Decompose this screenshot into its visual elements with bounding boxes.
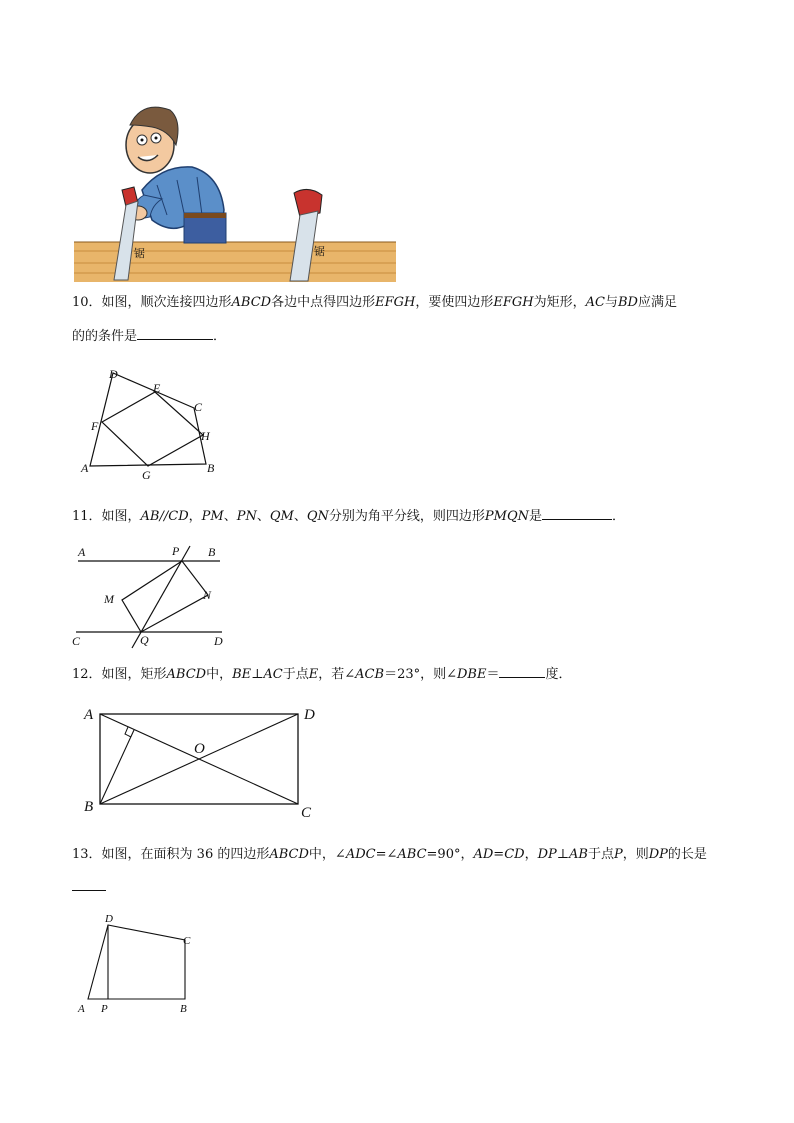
q13-line xyxy=(72,845,707,865)
q10-var: EFGH xyxy=(375,295,416,310)
q12-text: ⊥ xyxy=(251,667,264,682)
quad-pmqn xyxy=(122,561,208,632)
q11-var: PMQN xyxy=(484,509,529,524)
q13-text: 的长是 xyxy=(667,847,707,862)
q11-text: 、 xyxy=(293,509,307,524)
q13-text: 13．如图，在面积为 36 的四边形 xyxy=(72,847,270,862)
q13-figure xyxy=(72,908,202,1018)
label-d: D xyxy=(214,634,223,648)
q13-var: P xyxy=(613,847,623,862)
q10-var: AC xyxy=(585,295,605,310)
q12-text: 度． xyxy=(545,667,572,682)
label-f: F xyxy=(91,419,99,433)
label-a: A xyxy=(84,707,94,723)
q10-text: 10．如图，顺次连接四边形 xyxy=(72,295,232,310)
quad-efgh xyxy=(102,392,203,466)
q12-var: ABCD xyxy=(166,667,207,682)
label-b: B xyxy=(84,799,94,815)
q12-var: BE xyxy=(232,667,252,682)
q12-text: 中， xyxy=(206,667,233,682)
label-d: D xyxy=(105,913,113,925)
q12-var: DBE xyxy=(457,667,487,682)
q12-text: 于点 xyxy=(282,667,309,682)
q13-text: 中，∠ xyxy=(308,847,346,862)
q13-text: =90°， xyxy=(426,847,474,862)
label-q: Q xyxy=(140,633,149,647)
q11-var: AB//CD xyxy=(140,509,189,524)
q13-text: = xyxy=(493,847,505,862)
label-h: H xyxy=(201,429,210,443)
q10-line2 xyxy=(72,325,226,347)
q12-text: ＝ xyxy=(486,667,500,682)
q10-var: EFGH xyxy=(493,295,534,310)
q13-var: AB xyxy=(568,847,588,862)
q12-text: ＝23°，则∠ xyxy=(384,667,457,682)
q11-var: PN xyxy=(236,509,257,524)
label-e: E xyxy=(153,381,161,395)
q13-text: ， xyxy=(524,847,538,862)
label-d: D xyxy=(109,367,118,381)
q13-var: ABC xyxy=(397,847,427,862)
q10-var: BD xyxy=(617,295,638,310)
sawing-illustration xyxy=(72,95,398,285)
label-b: B xyxy=(180,1003,187,1015)
q13-var: CD xyxy=(504,847,525,862)
label-b: B xyxy=(208,545,216,559)
q12-var: ACB xyxy=(355,667,385,682)
label-c: C xyxy=(183,935,191,947)
label-c: C xyxy=(72,634,81,648)
q13-var: ADC xyxy=(345,847,376,862)
q11-text: 11．如图， xyxy=(72,509,141,524)
label-p: P xyxy=(172,544,180,558)
label-g: G xyxy=(142,468,151,480)
q11-answer-blank[interactable] xyxy=(542,505,612,520)
saw-label-left: 锯 xyxy=(134,247,145,260)
q13-var: AD xyxy=(473,847,494,862)
q11-text: ． xyxy=(612,509,626,524)
q10-text: 与 xyxy=(604,295,618,310)
q12-figure xyxy=(78,700,328,825)
label-c: C xyxy=(194,400,203,414)
label-p: P xyxy=(101,1003,108,1015)
q11-text: 、 xyxy=(223,509,237,524)
label-a: A xyxy=(81,461,89,475)
right-angle-mark xyxy=(125,727,131,737)
label-d: D xyxy=(304,707,315,723)
q11-var: QN xyxy=(306,509,329,524)
q10-text: 为矩形， xyxy=(533,295,586,310)
saw-label-right: 锯 xyxy=(314,245,325,258)
q10-answer-blank[interactable] xyxy=(137,325,213,340)
label-n: N xyxy=(203,588,212,602)
label-a: A xyxy=(78,545,86,559)
q12-text: ，若∠ xyxy=(318,667,356,682)
q12-line xyxy=(72,663,572,685)
q13-var: ABCD xyxy=(269,847,309,862)
quad-abcd xyxy=(88,925,185,999)
q13-var: DP xyxy=(648,847,668,862)
q13-text: 于点 xyxy=(587,847,614,862)
label-a: A xyxy=(78,1003,85,1015)
q11-text: 是 xyxy=(529,509,543,524)
q10-text: 应满足 xyxy=(637,295,677,310)
q13-text: ，则 xyxy=(622,847,649,862)
q13-text: =∠ xyxy=(375,847,398,862)
label-b: B xyxy=(207,461,215,475)
q12-answer-blank[interactable] xyxy=(499,663,545,678)
q10-text: ，要使四边形 xyxy=(415,295,494,310)
q12-text: 12．如图，矩形 xyxy=(72,667,167,682)
q13-text: ⊥ xyxy=(556,847,569,862)
q10-text: 各边中点得四边形 xyxy=(271,295,376,310)
q10-text: ． xyxy=(213,329,227,344)
segment-be xyxy=(100,730,134,804)
label-o: O xyxy=(194,741,205,757)
q11-text: ， xyxy=(188,509,202,524)
label-c: C xyxy=(301,805,312,821)
q11-figure xyxy=(70,540,230,652)
q10-figure xyxy=(75,362,225,480)
q10-var: ABCD xyxy=(231,295,272,310)
q12-var: AC xyxy=(263,667,283,682)
q11-text: 、 xyxy=(256,509,270,524)
q10-text: 的的条件是 xyxy=(72,329,138,344)
q11-line xyxy=(72,505,625,527)
q11-var: QM xyxy=(269,509,294,524)
q12-var: E xyxy=(308,667,319,682)
q13-var: DP xyxy=(537,847,557,862)
label-m: M xyxy=(104,592,114,606)
q11-var: PM xyxy=(201,509,224,524)
q13-answer-blank[interactable] xyxy=(72,876,106,891)
q10-line1 xyxy=(72,293,677,313)
q11-text: 分别为角平分线，则四边形 xyxy=(328,509,485,524)
